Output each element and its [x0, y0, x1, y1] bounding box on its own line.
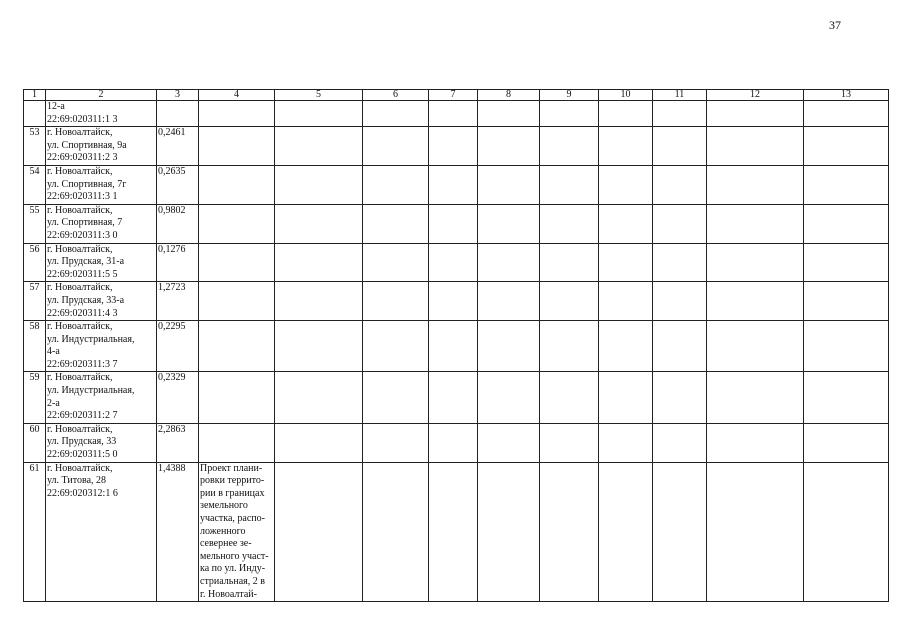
- table-row: [24, 372, 889, 423]
- empty-cell: [275, 321, 363, 372]
- empty-cell: [599, 127, 653, 166]
- note-cell: [199, 282, 275, 321]
- area-cell: 2,2863: [157, 423, 199, 462]
- empty-cell: [363, 321, 429, 372]
- empty-cell: [429, 372, 478, 423]
- empty-cell: [707, 282, 804, 321]
- note-cell: [199, 127, 275, 166]
- row-number-cell: 55: [24, 204, 46, 243]
- column-header: 7: [429, 90, 478, 101]
- empty-cell: [275, 165, 363, 204]
- row-number-cell: 61: [24, 462, 46, 602]
- empty-cell: [599, 321, 653, 372]
- row-number-cell: 54: [24, 165, 46, 204]
- empty-cell: [804, 127, 889, 166]
- empty-cell: [429, 243, 478, 282]
- column-header: 12: [707, 90, 804, 101]
- empty-cell: [599, 423, 653, 462]
- empty-cell: [478, 462, 540, 602]
- note-cell: [199, 321, 275, 372]
- empty-cell: [599, 165, 653, 204]
- column-header: 13: [804, 90, 889, 101]
- empty-cell: [478, 165, 540, 204]
- area-cell: 0,2461: [157, 127, 199, 166]
- address-cell: г. Новоалтайск, ул. Индустриальная, 2-а 22:69:020311:2 7: [46, 372, 157, 423]
- address-cell: г. Новоалтайск, ул. Прудская, 33-а 22:69:020311:4 3: [46, 282, 157, 321]
- empty-cell: [478, 372, 540, 423]
- area-cell: 0,1276: [157, 243, 199, 282]
- empty-cell: [363, 282, 429, 321]
- empty-cell: [363, 423, 429, 462]
- column-header: 10: [599, 90, 653, 101]
- empty-cell: [429, 127, 478, 166]
- row-number-cell: 57: [24, 282, 46, 321]
- empty-cell: [653, 204, 707, 243]
- area-cell: 0,2329: [157, 372, 199, 423]
- address-cell: г. Новоалтайск, ул. Титова, 28 22:69:020312:1 6: [46, 462, 157, 602]
- empty-cell: [275, 282, 363, 321]
- empty-cell: [540, 127, 599, 166]
- area-cell: 0,2635: [157, 165, 199, 204]
- address-cell: г. Новоалтайск, ул. Спортивная, 7 22:69:020311:3 0: [46, 204, 157, 243]
- table-row: [24, 127, 889, 166]
- column-header: 6: [363, 90, 429, 101]
- row-number-cell: [24, 101, 46, 127]
- table-row: [24, 282, 889, 321]
- empty-cell: [599, 462, 653, 602]
- empty-cell: [653, 372, 707, 423]
- empty-cell: [653, 165, 707, 204]
- table-row: [24, 204, 889, 243]
- empty-cell: [363, 243, 429, 282]
- empty-cell: [363, 127, 429, 166]
- area-cell: 0,9802: [157, 204, 199, 243]
- area-cell: 0,2295: [157, 321, 199, 372]
- empty-cell: [599, 243, 653, 282]
- empty-cell: [429, 462, 478, 602]
- empty-cell: [653, 127, 707, 166]
- empty-cell: [804, 423, 889, 462]
- row-number-cell: 59: [24, 372, 46, 423]
- empty-cell: [429, 204, 478, 243]
- empty-cell: [804, 462, 889, 602]
- row-number-cell: 58: [24, 321, 46, 372]
- page-number: 37: [829, 18, 841, 32]
- empty-cell: [275, 423, 363, 462]
- empty-cell: [540, 165, 599, 204]
- empty-cell: [653, 243, 707, 282]
- empty-cell: [363, 204, 429, 243]
- empty-cell: [540, 372, 599, 423]
- table-row-continuation: [24, 101, 889, 127]
- empty-cell: [804, 243, 889, 282]
- empty-cell: [804, 165, 889, 204]
- table-row: [24, 321, 889, 372]
- empty-cell: [478, 423, 540, 462]
- column-header: 9: [540, 90, 599, 101]
- empty-cell: [804, 282, 889, 321]
- empty-cell: [478, 282, 540, 321]
- empty-cell: [804, 321, 889, 372]
- empty-cell: [275, 462, 363, 602]
- empty-cell: [429, 282, 478, 321]
- empty-cell: [707, 243, 804, 282]
- address-cell: г. Новоалтайск, ул. Спортивная, 9а 22:69:020311:2 3: [46, 127, 157, 166]
- empty-cell: [707, 462, 804, 602]
- address-cell: г. Новоалтайск, ул. Прудская, 31-а 22:69:020311:5 5: [46, 243, 157, 282]
- note-cell: [199, 243, 275, 282]
- empty-cell: [707, 372, 804, 423]
- empty-cell: [653, 462, 707, 602]
- column-header: 11: [653, 90, 707, 101]
- empty-cell: [653, 423, 707, 462]
- empty-cell: [363, 462, 429, 602]
- table-row: [24, 243, 889, 282]
- row-number-cell: 53: [24, 127, 46, 166]
- address-cell: г. Новоалтайск, ул. Индустриальная, 4-а 22:69:020311:3 7: [46, 321, 157, 372]
- empty-cell: [363, 372, 429, 423]
- empty-cell: [540, 423, 599, 462]
- column-header: 2: [46, 90, 157, 101]
- empty-cell: [429, 321, 478, 372]
- column-header: 8: [478, 90, 540, 101]
- empty-cell: [599, 282, 653, 321]
- empty-cell: [540, 321, 599, 372]
- empty-cell: [707, 423, 804, 462]
- empty-cell: [275, 204, 363, 243]
- row-number-cell: 56: [24, 243, 46, 282]
- column-header: 3: [157, 90, 199, 101]
- note-cell: [199, 204, 275, 243]
- column-header: 1: [24, 90, 46, 101]
- table-header-row: [24, 90, 889, 101]
- empty-cell: [275, 127, 363, 166]
- empty-cell: [707, 321, 804, 372]
- empty-cell: [540, 282, 599, 321]
- note-cell: Проект плани- ровки террито- рии в границах земельного участка, распо- ложенного севернее зе- мельного участ- ка по ул. Инду- стриальная, 2 в г. Новоалтай-: [199, 462, 275, 602]
- empty-cell: [478, 243, 540, 282]
- empty-cell: [275, 372, 363, 423]
- empty-cell: [540, 204, 599, 243]
- area-cell: 1,4388: [157, 462, 199, 602]
- note-cell: [199, 423, 275, 462]
- table-row: [24, 423, 889, 462]
- empty-cell: [429, 423, 478, 462]
- empty-cell: [707, 165, 804, 204]
- empty-cell: [429, 165, 478, 204]
- empty-cell: [653, 282, 707, 321]
- empty-cell: [804, 204, 889, 243]
- table-row: [24, 462, 889, 602]
- empty-cell: [478, 321, 540, 372]
- address-cell: г. Новоалтайск, ул. Спортивная, 7г 22:69:020311:3 1: [46, 165, 157, 204]
- row-number-cell: 60: [24, 423, 46, 462]
- empty-cell: [599, 372, 653, 423]
- empty-cell: [707, 127, 804, 166]
- empty-cell: [540, 462, 599, 602]
- area-cell: 1,2723: [157, 282, 199, 321]
- note-cell: [199, 372, 275, 423]
- empty-cell: [363, 165, 429, 204]
- empty-cell: [599, 204, 653, 243]
- empty-cell: [275, 243, 363, 282]
- empty-cell: [707, 204, 804, 243]
- address-cell: г. Новоалтайск, ул. Прудская, 33 22:69:020311:5 0: [46, 423, 157, 462]
- empty-cell: [540, 243, 599, 282]
- empty-cell: [478, 127, 540, 166]
- land-plot-table: [23, 89, 889, 602]
- column-header: 5: [275, 90, 363, 101]
- note-cell: [199, 165, 275, 204]
- empty-cell: [804, 372, 889, 423]
- empty-cell: [653, 321, 707, 372]
- table-row: [24, 165, 889, 204]
- empty-cell: [478, 204, 540, 243]
- address-cell: 12-а 22:69:020311:1 3: [46, 101, 157, 127]
- column-header: 4: [199, 90, 275, 101]
